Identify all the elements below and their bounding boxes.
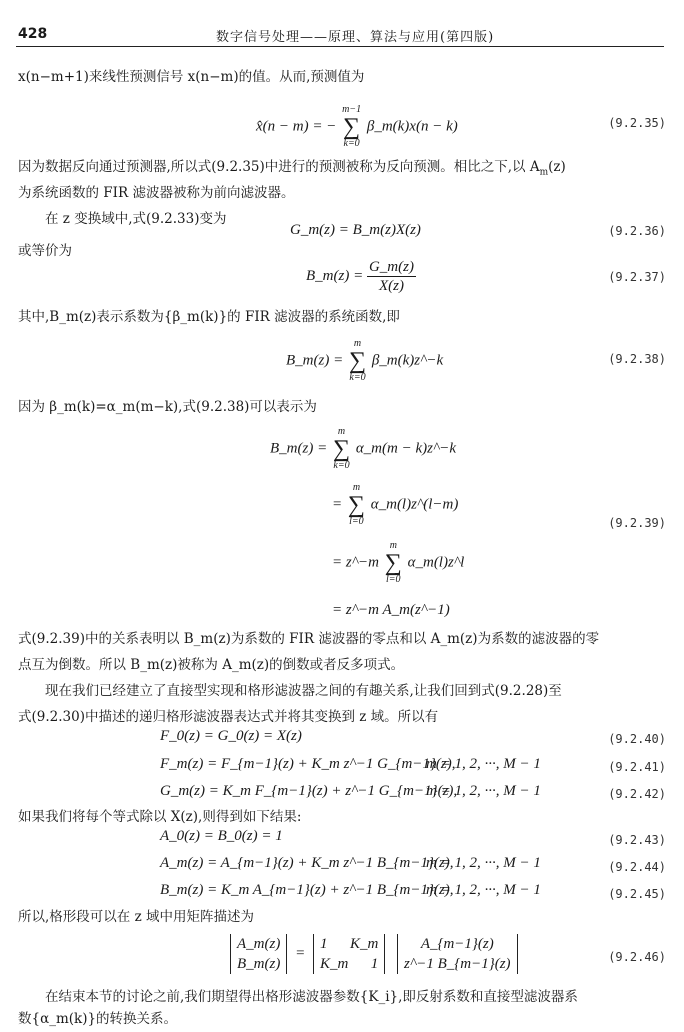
equation-9-2-36: G_m(z) = B_m(z)X(z) bbox=[290, 222, 421, 238]
equation-number-38: (9.2.38) bbox=[608, 352, 666, 366]
equation-number-41: (9.2.41) bbox=[608, 760, 666, 774]
condition-41: m = 1, 2, ···, M − 1 bbox=[426, 756, 541, 772]
eq35-lhs: x̂(n − m) = − bbox=[256, 118, 337, 135]
equation-9-2-39-line3: = z^−m m ∑ l=0 α_m(l)z^l bbox=[332, 540, 465, 585]
paragraph-11a: 在结束本节的讨论之前,我们期望得出格形滤波器参数{K_i},即反射系数和直接型滤波器系 bbox=[45, 989, 578, 1005]
equation-9-2-39-line2: = m ∑ l=0 α_m(l)z^(l−m) bbox=[332, 482, 459, 527]
equation-number-45: (9.2.45) bbox=[608, 887, 666, 901]
equation-number-35: (9.2.35) bbox=[608, 116, 666, 130]
equation-number-36: (9.2.36) bbox=[608, 224, 666, 238]
paragraph-8b: 式(9.2.30)中描述的递归格形滤波器表达式并将其变换到 z 域。所以有 bbox=[18, 709, 439, 725]
paragraph-7a: 式(9.2.39)中的关系表明以 B_m(z)为系数的 FIR 滤波器的零点和以 A_m(z)为系数的滤波器的零 bbox=[18, 631, 600, 647]
sum-symbol: m−1 ∑ k=0 bbox=[342, 104, 362, 149]
matrix-left: A_m(z) B_m(z) bbox=[230, 934, 287, 974]
paragraph-2b: 为系统函数的 FIR 滤波器被称为前向滤波器。 bbox=[18, 185, 295, 201]
equation-9-2-42: G_m(z) = K_m F_{m−1}(z) + z^−1 G_{m−1}(z), bbox=[160, 783, 458, 799]
paragraph-11b: 数{α_m(k)}的转换关系。 bbox=[18, 1011, 178, 1027]
sum-lower-limit: k=0 bbox=[343, 138, 360, 149]
equation-9-2-37: B_m(z) = $\frac{G\_m(z)}{X(z)}$ bbox=[306, 259, 414, 294]
equation-number-42: (9.2.42) bbox=[608, 787, 666, 801]
equation-9-2-38: B_m(z) = m ∑ k=0 β_m(k)z^−k bbox=[286, 338, 444, 383]
equation-9-2-43: A_0(z) = B_0(z) = 1 bbox=[160, 828, 283, 844]
paragraph-9: 如果我们将每个等式除以 X(z),则得到如下结果: bbox=[18, 809, 302, 825]
equation-9-2-35 bbox=[256, 104, 458, 150]
sum-upper-limit: m−1 bbox=[342, 104, 362, 115]
running-title: 数字信号处理——原理、算法与应用(第四版) bbox=[216, 30, 495, 45]
paragraph-4: 或等价为 bbox=[18, 243, 72, 259]
equation-number-44: (9.2.44) bbox=[608, 860, 666, 874]
equation-9-2-40: F_0(z) = G_0(z) = X(z) bbox=[160, 728, 302, 744]
matrix-coefficients: 1 K_m K_m 1 bbox=[313, 934, 385, 974]
matrix-right: A_{m−1}(z) z^−1 B_{m−1}(z) bbox=[397, 934, 517, 974]
paragraph-8a: 现在我们已经建立了直接型实现和格形滤波器之间的有趣关系,让我们回到式(9.2.28)至 bbox=[45, 683, 562, 699]
page-header bbox=[16, 24, 664, 47]
equation-9-2-39-line1: B_m(z) = m ∑ k=0 α_m(m − k)z^−k bbox=[270, 426, 457, 471]
paragraph-3: 在 z 变换域中,式(9.2.33)变为 bbox=[45, 211, 227, 227]
condition-45: m = 1, 2, ···, M − 1 bbox=[426, 882, 541, 898]
paragraph-10: 所以,格形段可以在 z 域中用矩阵描述为 bbox=[18, 909, 254, 925]
equation-number-39: (9.2.39) bbox=[608, 516, 666, 530]
paragraph-6: 因为 β_m(k)=α_m(m−k),式(9.2.38)可以表示为 bbox=[18, 399, 317, 415]
condition-44: m = 1, 2, ···, M − 1 bbox=[426, 855, 541, 871]
equation-9-2-44: A_m(z) = A_{m−1}(z) + K_m z^−1 B_{m−1}(z), bbox=[160, 855, 454, 871]
eq35-rhs: β_m(k)x(n − k) bbox=[366, 118, 458, 135]
condition-42: m = 1, 2, ···, M − 1 bbox=[426, 783, 541, 799]
equation-9-2-45: B_m(z) = K_m A_{m−1}(z) + z^−1 B_{m−1}(z), bbox=[160, 882, 454, 898]
page-number: 428 bbox=[18, 26, 48, 42]
equation-9-2-46: A_m(z) B_m(z) = 1 K_m K_m 1 A_{m−1}(z) z^−1 B_{m−1}(z) bbox=[226, 934, 522, 974]
equation-number-37: (9.2.37) bbox=[608, 270, 666, 284]
paragraph-1: x(n−m+1)来线性预测信号 x(n−m)的值。从而,预测值为 bbox=[18, 69, 365, 85]
equation-9-2-41: F_m(z) = F_{m−1}(z) + K_m z^−1 G_{m−1}(z), bbox=[160, 756, 456, 772]
paragraph-7b: 点互为倒数。所以 B_m(z)被称为 A_m(z)的倒数或者反多项式。 bbox=[18, 657, 405, 673]
paragraph-2a: 因为数据反向通过预测器,所以式(9.2.35)中进行的预测被称为反向预测。相比之下,以 $A_m(z)$ bbox=[18, 159, 566, 178]
fraction: $\frac{G\_m(z)}{X(z)}$ bbox=[368, 259, 414, 294]
equation-number-43: (9.2.43) bbox=[608, 833, 666, 847]
equation-number-46: (9.2.46) bbox=[608, 950, 666, 964]
equation-number-40: (9.2.40) bbox=[608, 732, 666, 746]
paragraph-5: 其中,B_m(z)表示系数为{β_m(k)}的 FIR 滤波器的系统函数,即 bbox=[18, 309, 400, 325]
equation-9-2-39-line4: = z^−m A_m(z^−1) bbox=[332, 602, 450, 618]
